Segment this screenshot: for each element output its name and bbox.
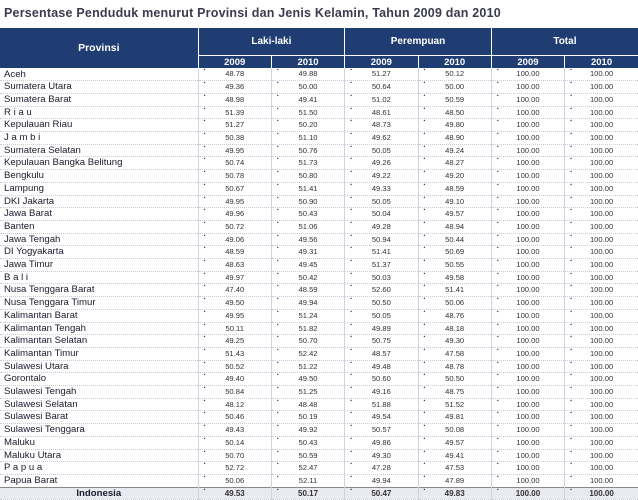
value-cell: ▪ 100.00	[491, 373, 564, 386]
value-cell: ▪ 48.27	[418, 157, 491, 170]
value-cell: ▪ 100.00	[565, 347, 638, 360]
value-cell: ▪ 51.37	[345, 259, 418, 272]
value-cell: ▪ 49.95	[198, 309, 271, 322]
province-name: Indonesia	[0, 487, 198, 500]
value-cell: ▪ 48.78	[418, 360, 491, 373]
value-cell: ▪ 49.54	[345, 411, 418, 424]
value-cell: ▪ 100.00	[565, 398, 638, 411]
header-laki-laki: Laki-laki	[198, 28, 345, 56]
value-cell: ▪ 48.78	[198, 68, 271, 81]
value-cell: ▪ 50.00	[418, 81, 491, 94]
table-row	[0, 106, 638, 119]
value-cell: ▪ 50.12	[418, 68, 491, 81]
table-row	[0, 386, 638, 399]
province-name: B a l i	[0, 271, 198, 284]
value-cell: ▪ 50.44	[418, 233, 491, 246]
value-cell: ▪ 49.20	[418, 170, 491, 183]
header-perempuan: Perempuan	[345, 28, 492, 56]
province-name: Banten	[0, 220, 198, 233]
value-cell: ▪ 49.89	[345, 322, 418, 335]
table-row	[0, 424, 638, 437]
value-cell: ▪ 48.98	[198, 93, 271, 106]
value-cell: ▪ 100.00	[565, 106, 638, 119]
value-cell: ▪ 49.50	[198, 297, 271, 310]
value-cell: ▪ 50.19	[271, 411, 344, 424]
province-name: R i a u	[0, 106, 198, 119]
value-cell: ▪ 49.94	[345, 475, 418, 488]
value-cell: ▪ 49.58	[418, 271, 491, 284]
value-cell: ▪ 100.00	[565, 220, 638, 233]
value-cell: ▪ 51.82	[271, 322, 344, 335]
value-cell: ▪ 50.50	[418, 373, 491, 386]
value-cell: ▪ 100.00	[491, 132, 564, 145]
value-cell: ▪ 100.00	[491, 347, 564, 360]
province-name: DI Yogyakarta	[0, 246, 198, 259]
value-cell: ▪ 100.00	[491, 119, 564, 132]
value-cell: ▪ 100.00	[565, 462, 638, 475]
year-header: 2010	[271, 56, 344, 69]
value-cell: ▪ 50.00	[271, 81, 344, 94]
value-cell: ▪ 49.41	[271, 93, 344, 106]
table-row	[0, 246, 638, 259]
value-cell: ▪ 49.33	[345, 182, 418, 195]
value-cell: ▪ 100.00	[491, 81, 564, 94]
value-cell: ▪ 48.61	[345, 106, 418, 119]
value-cell: ▪ 100.00	[565, 93, 638, 106]
value-cell: ▪ 48.76	[418, 309, 491, 322]
value-cell: ▪ 49.57	[418, 436, 491, 449]
header-total: Total	[491, 28, 638, 56]
value-cell: ▪ 48.12	[198, 398, 271, 411]
value-cell: ▪ 50.38	[198, 132, 271, 145]
value-cell: ▪ 49.86	[345, 436, 418, 449]
province-name: Sulawesi Selatan	[0, 398, 198, 411]
value-cell: ▪ 100.00	[491, 487, 564, 500]
value-cell: ▪ 49.80	[418, 119, 491, 132]
table-row	[0, 208, 638, 221]
province-name: Sulawesi Barat	[0, 411, 198, 424]
table-body	[0, 68, 638, 500]
value-cell: ▪ 50.50	[345, 297, 418, 310]
year-header: 2009	[491, 56, 564, 69]
table-row	[0, 462, 638, 475]
province-name: Jawa Timur	[0, 259, 198, 272]
value-cell: ▪ 49.92	[271, 424, 344, 437]
value-cell: ▪ 50.75	[345, 335, 418, 348]
value-cell: ▪ 48.57	[345, 347, 418, 360]
value-cell: ▪ 48.73	[345, 119, 418, 132]
table-row	[0, 398, 638, 411]
value-cell: ▪ 100.00	[565, 475, 638, 488]
value-cell: ▪ 100.00	[565, 411, 638, 424]
province-name: Kalimantan Tengah	[0, 322, 198, 335]
population-table	[0, 28, 638, 500]
value-cell: ▪ 52.11	[271, 475, 344, 488]
value-cell: ▪ 100.00	[491, 284, 564, 297]
province-name: Jawa Barat	[0, 208, 198, 221]
value-cell: ▪ 50.57	[345, 424, 418, 437]
value-cell: ▪ 100.00	[491, 462, 564, 475]
value-cell: ▪ 100.00	[565, 182, 638, 195]
table-row	[0, 93, 638, 106]
value-cell: ▪ 47.89	[418, 475, 491, 488]
value-cell: ▪ 100.00	[565, 259, 638, 272]
table-row	[0, 309, 638, 322]
value-cell: ▪ 100.00	[491, 220, 564, 233]
value-cell: ▪ 49.06	[198, 233, 271, 246]
year-header: 2010	[565, 56, 638, 69]
value-cell: ▪ 100.00	[491, 93, 564, 106]
value-cell: ▪ 49.16	[345, 386, 418, 399]
province-name: Nusa Tenggara Timur	[0, 297, 198, 310]
value-cell: ▪ 100.00	[565, 360, 638, 373]
value-cell: ▪ 50.17	[271, 487, 344, 500]
value-cell: ▪ 100.00	[565, 271, 638, 284]
value-cell: ▪ 48.59	[418, 182, 491, 195]
value-cell: ▪ 49.62	[345, 132, 418, 145]
value-cell: ▪ 51.41	[345, 246, 418, 259]
value-cell: ▪ 100.00	[491, 208, 564, 221]
table-row	[0, 81, 638, 94]
value-cell: ▪ 50.20	[271, 119, 344, 132]
value-cell: ▪ 49.97	[198, 271, 271, 284]
table-row	[0, 335, 638, 348]
value-cell: ▪ 100.00	[491, 475, 564, 488]
value-cell: ▪ 100.00	[491, 411, 564, 424]
value-cell: ▪ 50.42	[271, 271, 344, 284]
province-name: J a m b i	[0, 132, 198, 145]
province-name: Kalimantan Timur	[0, 347, 198, 360]
value-cell: ▪ 50.90	[271, 195, 344, 208]
province-name: Maluku Utara	[0, 449, 198, 462]
value-cell: ▪ 100.00	[565, 170, 638, 183]
value-cell: ▪ 49.10	[418, 195, 491, 208]
value-cell: ▪ 50.05	[345, 144, 418, 157]
province-name: Lampung	[0, 182, 198, 195]
value-cell: ▪ 100.00	[565, 449, 638, 462]
value-cell: ▪ 100.00	[565, 119, 638, 132]
table-row	[0, 271, 638, 284]
value-cell: ▪ 100.00	[491, 335, 564, 348]
value-cell: ▪ 100.00	[565, 132, 638, 145]
value-cell: ▪ 49.24	[418, 144, 491, 157]
value-cell: ▪ 49.36	[198, 81, 271, 94]
value-cell: ▪ 50.76	[271, 144, 344, 157]
value-cell: ▪ 49.83	[418, 487, 491, 500]
table-row	[0, 322, 638, 335]
province-name: Maluku	[0, 436, 198, 449]
value-cell: ▪ 50.69	[418, 246, 491, 259]
province-name: Sumatera Barat	[0, 93, 198, 106]
table-row	[0, 68, 638, 81]
table-row	[0, 284, 638, 297]
value-cell: ▪ 51.39	[198, 106, 271, 119]
value-cell: ▪ 52.60	[345, 284, 418, 297]
value-cell: ▪ 100.00	[491, 233, 564, 246]
year-header: 2009	[345, 56, 418, 69]
value-cell: ▪ 50.78	[198, 170, 271, 183]
value-cell: ▪ 100.00	[491, 157, 564, 170]
value-cell: ▪ 49.48	[345, 360, 418, 373]
value-cell: ▪ 100.00	[565, 195, 638, 208]
value-cell: ▪ 51.02	[345, 93, 418, 106]
table-row	[0, 259, 638, 272]
total-row	[0, 487, 638, 500]
value-cell: ▪ 50.05	[345, 309, 418, 322]
value-cell: ▪ 100.00	[565, 309, 638, 322]
value-cell: ▪ 51.10	[271, 132, 344, 145]
value-cell: ▪ 100.00	[491, 297, 564, 310]
year-header: 2010	[418, 56, 491, 69]
value-cell: ▪ 48.48	[271, 398, 344, 411]
table-row	[0, 449, 638, 462]
value-cell: ▪ 50.60	[345, 373, 418, 386]
value-cell: ▪ 51.52	[418, 398, 491, 411]
value-cell: ▪ 50.06	[198, 475, 271, 488]
value-cell: ▪ 50.43	[271, 208, 344, 221]
value-cell: ▪ 51.06	[271, 220, 344, 233]
province-name: Sulawesi Utara	[0, 360, 198, 373]
value-cell: ▪ 50.52	[198, 360, 271, 373]
province-name: Bengkulu	[0, 170, 198, 183]
value-cell: ▪ 49.25	[198, 335, 271, 348]
value-cell: ▪ 100.00	[565, 424, 638, 437]
value-cell: ▪ 100.00	[491, 68, 564, 81]
value-cell: ▪ 47.40	[198, 284, 271, 297]
value-cell: ▪ 100.00	[491, 144, 564, 157]
value-cell: ▪ 100.00	[565, 436, 638, 449]
province-name: Gorontalo	[0, 373, 198, 386]
value-cell: ▪ 49.88	[271, 68, 344, 81]
value-cell: ▪ 50.14	[198, 436, 271, 449]
value-cell: ▪ 49.50	[271, 373, 344, 386]
value-cell: ▪ 48.59	[271, 284, 344, 297]
value-cell: ▪ 50.46	[198, 411, 271, 424]
value-cell: ▪ 49.43	[198, 424, 271, 437]
value-cell: ▪ 47.58	[418, 347, 491, 360]
value-cell: ▪ 49.31	[271, 246, 344, 259]
value-cell: ▪ 50.94	[345, 233, 418, 246]
value-cell: ▪ 48.50	[418, 106, 491, 119]
value-cell: ▪ 100.00	[565, 373, 638, 386]
value-cell: ▪ 49.95	[198, 144, 271, 157]
value-cell: ▪ 52.47	[271, 462, 344, 475]
value-cell: ▪ 50.55	[418, 259, 491, 272]
value-cell: ▪ 49.40	[198, 373, 271, 386]
value-cell: ▪ 100.00	[565, 487, 638, 500]
value-cell: ▪ 50.43	[271, 436, 344, 449]
value-cell: ▪ 50.08	[418, 424, 491, 437]
value-cell: ▪ 47.28	[345, 462, 418, 475]
table-row	[0, 132, 638, 145]
table-row	[0, 347, 638, 360]
value-cell: ▪ 52.42	[271, 347, 344, 360]
value-cell: ▪ 50.03	[345, 271, 418, 284]
province-name: Jawa Tengah	[0, 233, 198, 246]
value-cell: ▪ 49.96	[198, 208, 271, 221]
table-row	[0, 119, 638, 132]
province-name: Sulawesi Tengah	[0, 386, 198, 399]
value-cell: ▪ 100.00	[565, 233, 638, 246]
value-cell: ▪ 50.47	[345, 487, 418, 500]
value-cell: ▪ 47.53	[418, 462, 491, 475]
value-cell: ▪ 51.41	[271, 182, 344, 195]
table-row	[0, 475, 638, 488]
value-cell: ▪ 49.94	[271, 297, 344, 310]
value-cell: ▪ 49.28	[345, 220, 418, 233]
value-cell: ▪ 100.00	[491, 449, 564, 462]
value-cell: ▪ 50.05	[345, 195, 418, 208]
value-cell: ▪ 100.00	[491, 309, 564, 322]
value-cell: ▪ 50.84	[198, 386, 271, 399]
value-cell: ▪ 51.27	[345, 68, 418, 81]
province-name: Kalimantan Selatan	[0, 335, 198, 348]
value-cell: ▪ 51.25	[271, 386, 344, 399]
value-cell: ▪ 48.90	[418, 132, 491, 145]
value-cell: ▪ 50.70	[198, 449, 271, 462]
value-cell: ▪ 49.57	[418, 208, 491, 221]
value-cell: ▪ 50.72	[198, 220, 271, 233]
value-cell: ▪ 50.64	[345, 81, 418, 94]
province-name: Aceh	[0, 68, 198, 81]
value-cell: ▪ 100.00	[565, 335, 638, 348]
value-cell: ▪ 50.59	[271, 449, 344, 462]
province-name: Sumatera Selatan	[0, 144, 198, 157]
value-cell: ▪ 49.22	[345, 170, 418, 183]
value-cell: ▪ 100.00	[565, 297, 638, 310]
value-cell: ▪ 50.74	[198, 157, 271, 170]
table-row	[0, 233, 638, 246]
value-cell: ▪ 49.81	[418, 411, 491, 424]
value-cell: ▪ 51.22	[271, 360, 344, 373]
value-cell: ▪ 100.00	[491, 386, 564, 399]
value-cell: ▪ 50.04	[345, 208, 418, 221]
table-row	[0, 411, 638, 424]
value-cell: ▪ 51.41	[418, 284, 491, 297]
value-cell: ▪ 100.00	[565, 157, 638, 170]
value-cell: ▪ 48.18	[418, 322, 491, 335]
table-row	[0, 220, 638, 233]
value-cell: ▪ 51.50	[271, 106, 344, 119]
value-cell: ▪ 100.00	[565, 81, 638, 94]
province-name: DKI Jakarta	[0, 195, 198, 208]
value-cell: ▪ 100.00	[565, 284, 638, 297]
value-cell: ▪ 48.63	[198, 259, 271, 272]
province-name: Sumatera Utara	[0, 81, 198, 94]
value-cell: ▪ 100.00	[565, 322, 638, 335]
value-cell: ▪ 100.00	[491, 424, 564, 437]
province-name: Kalimantan Barat	[0, 309, 198, 322]
value-cell: ▪ 100.00	[565, 246, 638, 259]
province-name: Kepulauan Bangka Belitung	[0, 157, 198, 170]
value-cell: ▪ 51.88	[345, 398, 418, 411]
province-name: Sulawesi Tenggara	[0, 424, 198, 437]
value-cell: ▪ 49.56	[271, 233, 344, 246]
value-cell: ▪ 100.00	[565, 144, 638, 157]
table-row	[0, 373, 638, 386]
value-cell: ▪ 100.00	[565, 68, 638, 81]
header-provinsi: Provinsi	[0, 28, 198, 68]
table-row	[0, 144, 638, 157]
value-cell: ▪ 51.27	[198, 119, 271, 132]
value-cell: ▪ 51.24	[271, 309, 344, 322]
table-row	[0, 195, 638, 208]
value-cell: ▪ 49.53	[198, 487, 271, 500]
value-cell: ▪ 50.80	[271, 170, 344, 183]
value-cell: ▪ 51.43	[198, 347, 271, 360]
value-cell: ▪ 100.00	[491, 436, 564, 449]
value-cell: ▪ 100.00	[565, 208, 638, 221]
value-cell: ▪ 49.26	[345, 157, 418, 170]
value-cell: ▪ 100.00	[491, 259, 564, 272]
value-cell: ▪ 52.72	[198, 462, 271, 475]
value-cell: ▪ 100.00	[491, 322, 564, 335]
value-cell: ▪ 51.73	[271, 157, 344, 170]
value-cell: ▪ 100.00	[565, 386, 638, 399]
table-row	[0, 436, 638, 449]
value-cell: ▪ 49.30	[418, 335, 491, 348]
value-cell: ▪ 100.00	[491, 195, 564, 208]
value-cell: ▪ 49.41	[418, 449, 491, 462]
table-row	[0, 297, 638, 310]
value-cell: ▪ 50.70	[271, 335, 344, 348]
value-cell: ▪ 100.00	[491, 360, 564, 373]
value-cell: ▪ 48.75	[418, 386, 491, 399]
value-cell: ▪ 49.45	[271, 259, 344, 272]
value-cell: ▪ 100.00	[491, 398, 564, 411]
table-row	[0, 360, 638, 373]
year-header: 2009	[198, 56, 271, 69]
table-row	[0, 182, 638, 195]
value-cell: ▪ 49.95	[198, 195, 271, 208]
value-cell: ▪ 50.67	[198, 182, 271, 195]
value-cell: ▪ 49.30	[345, 449, 418, 462]
province-name: P a p u a	[0, 462, 198, 475]
value-cell: ▪ 100.00	[491, 170, 564, 183]
value-cell: ▪ 100.00	[491, 271, 564, 284]
value-cell: ▪ 100.00	[491, 246, 564, 259]
value-cell: ▪ 100.00	[491, 182, 564, 195]
province-name: Kepulauan Riau	[0, 119, 198, 132]
page-title: Persentase Penduduk menurut Provinsi dan Jenis Kelamin, Tahun 2009 dan 2010	[4, 6, 501, 20]
value-cell: ▪ 50.11	[198, 322, 271, 335]
value-cell: ▪ 50.59	[418, 93, 491, 106]
province-name: Nusa Tenggara Barat	[0, 284, 198, 297]
value-cell: ▪ 50.06	[418, 297, 491, 310]
value-cell: ▪ 48.94	[418, 220, 491, 233]
value-cell: ▪ 48.59	[198, 246, 271, 259]
province-name: Papua Barat	[0, 475, 198, 488]
table-row	[0, 170, 638, 183]
table-row	[0, 157, 638, 170]
value-cell: ▪ 100.00	[491, 106, 564, 119]
